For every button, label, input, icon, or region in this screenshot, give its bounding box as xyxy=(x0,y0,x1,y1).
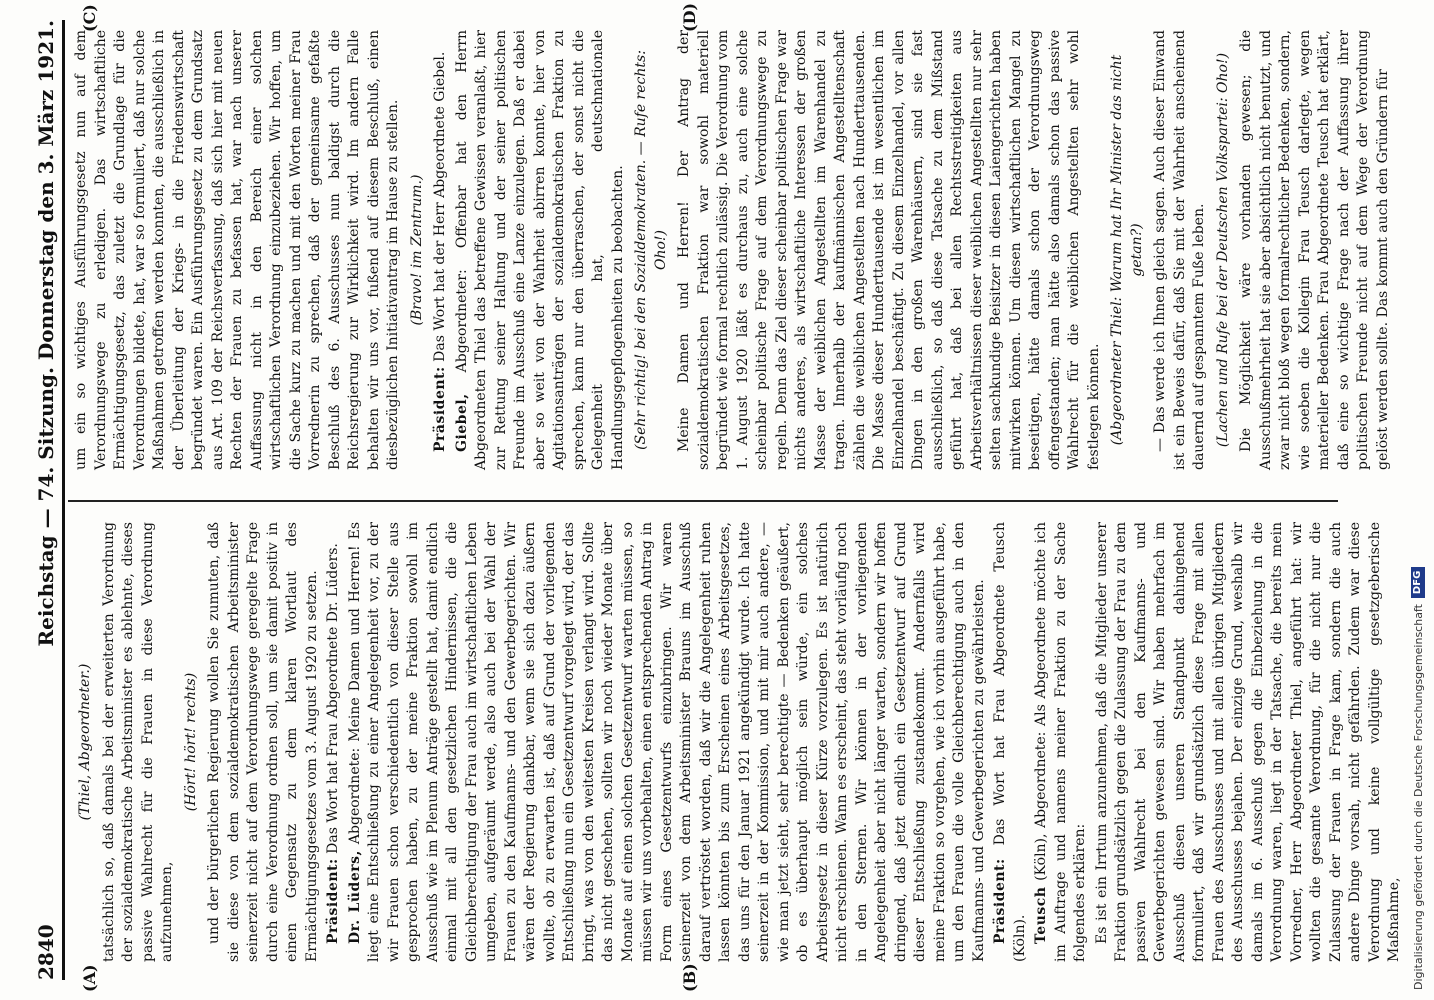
left-column xyxy=(72,522,1402,962)
paragraph-text: (Hört! hört! rechts) xyxy=(182,672,199,812)
paragraph-text: um ein so wichtiges Ausführungsgesetz nun auf dem Verordnungswege zu erledigen. Das wirtschaftliche Ermächtigungsgesetz, das zuletzt die Grundlage für die Verordnungen bildete, hat, war so formuliert, daß nur solche Maßnahmen getroffen werden konnten, die ausschließlich in der Überleitung der Kriegs- in die Friedenswirtschaft begründet waren. Ein Ausführungsgesetz zu dem Grundsatz aus Art. 109 der Reichsverfassung, daß sich hier mit neuen Rechten der Frauen zu befassen hat, war nach unserer Auffassung nicht in den Bereich einer solchen wirtschaftlichen Verordnung einzubeziehen. Wir hoffen, um die Sache kurz zu machen und mit den Worten meiner Frau Vorrednerin zu sprechen, daß der gemeinsame gefaßte Beschluß des 6. Ausschusses nun baldigst durch die Reichsregierung zur Wirklichkeit wird. Im andern Falle behalten wir uns vor, fußend auf diesem Beschluß, einen diesbezüglichen Initiativantrag im Hause zu stellen. xyxy=(73,30,401,470)
page-title: Reichstag — 74. Sitzung. Donnerstag den 3. März 1921. xyxy=(34,20,58,647)
paragraph-text: Das Wort hat Frau Abgeordnete Dr. Lüders. xyxy=(325,543,341,854)
margin-mark-c: (C) xyxy=(80,4,99,32)
margin-mark-d: (D) xyxy=(680,2,699,32)
paragraph xyxy=(632,30,671,470)
margin-mark-a: (A) xyxy=(80,964,99,992)
speaker-name: Dr. Lüders, xyxy=(346,850,363,944)
column-divider xyxy=(68,500,1338,502)
digitization-footer xyxy=(1406,0,1430,1000)
paragraph-text: Meine Damen und Herren! Der Antrag der sozialdemokratischen Fraktion war sowohl materiell begründet wie formal rechtlich zulässig. Die Verordnung vom 1. August 1920 läßt es durchaus zu, auch eine solche scheinbar politische Frage auf dem Verordnungswege zu regeln. Denn das Ziel dieser scheinbar politischen Frage war nichts anderes, als wirtschaftliche Interessen der großen Masse der weiblichen Angestellten im Warenhandel zu tragen. Innerhalb der kaufmännischen Angestelltenschaft zählen die weiblichen Angestellten nach Hunderttausenden. Die Masse dieser Hunderttausende ist im wesentlichen im Einzelhandel beschäftigt. Zu diesem Einzelhandel, vor allen Dingen in den großen Warenhäusern, sind sie fast ausschließlich, so daß diese Tatsache zu dem Mißstand geführt hat, daß bei allen Rechtsstreitigkeiten aus Arbeitsverhältnissen dieser weiblichen Angestellten nur sehr selten sachkundige Beisitzer in diesen Laiengerichten haben mitwirken können. Um diesen wirtschaftlichen Mangel zu beseitigen, hätte damals schon der Verordnungsweg offengestanden; man hätte also damals schon das passive Wahlrecht für die weiblichen Angestellten sehr wohl festlegen können. xyxy=(676,30,1102,470)
paragraph xyxy=(346,522,990,962)
paragraph-text: Abgeordneter: Offenbar hat den Herrn Abgeordneten Thiel das betreffene Gewissen veranlaßt, hier zur Rettung seiner Haltung und der seiner politischen Freunde im Ausschuß eine Lanze einzulegen. Daß er dabei aber so weit von der Wahrheit abirren konnte, hier von Agitationsanträgen der sozialdemokratischen Fraktion zu sprechen, kann nur den überraschen, der sonst nicht die Gelegenheit hat, deutschnationale Handlungsgepflogenheiten zu beobachten. xyxy=(453,29,626,470)
speaker-name: Präsident: xyxy=(992,858,1008,944)
paragraph-text: Das Wort hat der Herr Abgeordnete Giebel. xyxy=(432,51,448,362)
speaker-name: Teusch xyxy=(1033,886,1049,944)
speaker-name: Präsident: xyxy=(325,858,341,944)
paragraph xyxy=(205,522,322,962)
paragraph xyxy=(324,522,344,962)
footer-text: Digitalisierung gefördert durch die Deutsche Forschungsgemeinschaft xyxy=(1411,604,1425,990)
header-rule xyxy=(62,20,65,980)
paragraph xyxy=(431,30,451,470)
paragraph xyxy=(1151,30,1210,470)
paragraph-text: Abgeordnete: Meine Damen und Herren! Es liegt eine Entschließung zu einer Angelegenheit vor, zu der wir Frauen schon verschiedentlich von dieser Stelle aus gesprochen haben, zu der meine Fraktion sowohl im Ausschuß wie im Plenum Anträge gestellt hat, damit endlich einmal mit all den gesetzlichen Hindernissen, die die Gleichberechtigung der Frau auch im wirtschaftlichen Leben umgeben, aufgeräumt werde, also auch bei der Wahl der Frauen zu den Kaufmanns- und den Gewerbegerichten. Wir wären der Regierung dankbar, wenn sie sich dazu äußern wollte, ob zu erwarten ist, daß auf Grund der vorliegenden Entschließung nun ein Gesetzentwurf vorgelegt wird, der das bringt, was von den weitesten Kreisen verlangt wird. Sollte das nicht geschehen, sollten wir noch wieder Monate über Monate auf einen solchen Gesetzentwurf warten müssen, so müssen wir uns vorbehalten, einen entsprechenden Antrag in Form eines Gesetzentwurfs einzubringen. Wir waren seinerzeit von dem Arbeitsminister Brauns im Ausschuß darauf vertröstet worden, daß wir die Angelegenheit ruhen lassen könnten bis zum Erscheinen eines Arbeitsgesetzes, das uns für den Januar 1921 angekündigt wurde. Ich hatte seinerzeit in der Kommission, und mit mir auch andere, — wie man jetzt sieht, sehr berechtigte — Bedenken geäußert, ob es überhaupt möglich sein würde, ein solches Arbeitsgesetz in dieser Kürze vorzulegen. Es ist natürlich nicht erschienen. Wann es erscheint, das steht vorläufig noch in den Sternen. Wir können in der vorliegenden Angelegenheit aber nicht länger warten, sondern wir hoffen dringend, daß jetzt endlich ein Gesetzentwurf auf Grund dieser Entschließung zustandekommt. Andernfalls wird meine Fraktion so vorgehen, wie ich vorhin ausgeführt habe, um den Frauen die volle Gleichberechtigung auch in den Kaufmanns- und Gewerbegerichten zu gewährleisten. xyxy=(346,522,987,962)
paragraph-text: (Lachen und Rufe bei der Deutschen Volkspartei: Oho!) xyxy=(1214,52,1231,448)
paragraph xyxy=(72,30,404,470)
speaker-name: Giebel, xyxy=(453,393,470,452)
paragraph xyxy=(100,522,178,962)
paragraph xyxy=(408,30,428,470)
paragraph xyxy=(991,522,1030,962)
paragraph xyxy=(1093,522,1405,962)
page-number: 2840 xyxy=(34,924,58,980)
paragraph xyxy=(1214,30,1234,470)
paragraph-text: (Sehr richtig! bei den Sozialdemokraten. — Rufe rechts: Oho!) xyxy=(633,50,669,450)
paragraph xyxy=(182,522,202,962)
paragraph-text: (Abgeordneter Thiel: Warum hat Ihr Minister das nicht getan?) xyxy=(1109,54,1145,446)
paragraph-text: und der bürgerlichen Regierung wollen Sie zumuten, daß sie diese von dem sozialdemokratischen Arbeitsminister seinerzeit nicht auf dem Verordnungswege geregelte Frage durch eine Verordnung ordnen soll, um sie damit positiv in einen Gegensatz zu dem klaren Wortlaut des Ermächtigungsgesetzes vom 3. August 1920 zu setzen. xyxy=(206,522,320,962)
dfg-logo: DFG xyxy=(1411,567,1425,598)
paragraph xyxy=(1032,522,1091,962)
paragraph xyxy=(1237,30,1393,470)
paragraph-text: (Köln), Abgeordnete: Als Abgeordnete möchte ich im Auftrage und namens meiner Fraktion zu der Sache folgendes erklären: xyxy=(1033,522,1088,962)
margin-mark-b: (B) xyxy=(680,963,699,992)
paragraph-text: tatsächlich so, daß damals bei der erweiterten Verordnung der sozialdemokratische Arbeitsminister es ablehnte, dieses passive Wahlrecht für die Frauen in diese Verordnung aufzunehmen, xyxy=(100,522,175,962)
page-header xyxy=(18,20,58,980)
paragraph-text: — Das werde ich Ihnen gleich sagen. Auch dieser Einwand ist ein Beweis dafür, daß Sie mit der Wahrheit anscheinend dauernd auf gespanntem Fuße leben. xyxy=(1152,30,1207,470)
paragraph xyxy=(675,30,1104,470)
paragraph xyxy=(1108,30,1147,470)
paragraph-text: Das Wort hat Frau Abgeordnete Teusch (Köln). xyxy=(992,522,1028,962)
paragraph-text: (Thiel, Abgeordneter.) xyxy=(77,663,93,821)
paragraph xyxy=(453,30,629,470)
paragraph-text: (Bravo! im Zentrum.) xyxy=(408,174,425,326)
right-column xyxy=(72,29,1391,470)
paragraph-text: Es ist ein Irrtum anzunehmen, daß die Mitglieder unserer Fraktion grundsätzlich gegen die Zulassung der Frau zu dem passiven Wahlrecht bei den Kaufmanns- und Gewerbegerichten gewesen sind. Wir haben mehrfach im Ausschuß diesen unseren Standpunkt dahingehend formuliert, daß wir grundsätzlich diese Frage mit allen Frauen des Ausschusses und mit allen übrigen Mitgliedern des Ausschusses bejahen. Der einzige Grund, weshalb wir damals im 6. Ausschuß gegen die Einbeziehung in die Verordnung waren, liegt in der Tatsache, die bereits mein Vorredner, Herr Abgeordneter Thiel, angeführt hat: wir wollten die gesamte Verordnung, für die nicht nur die Zulassung der Frauen in Frage kam, sondern die auch andere Dinge vorsah, nicht gefährden. Zudem war diese Verordnung und keine vollgültige gesetzgeberische Maßnahme, xyxy=(1093,522,1402,962)
paragraph-text: Die Möglichkeit wäre vorhanden gewesen; die Ausschußmehrheit hat sie aber absichtlich nicht benutzt, und zwar nicht bloß wegen formalrechtlicher Bedenken, sondern, wie soeben die Kollegin Frau Teusch darlegte, wegen materieller Bedenken. Frau Abgeordnete Teusch hat erklärt, daß eine so wichtige Frage nach der Auffassung ihrer politischen Freunde nicht auf dem Wege der Verordnung gelöst werden sollte. Das kommt auch den Gründern für xyxy=(1238,30,1391,470)
paragraph xyxy=(76,522,96,962)
speaker-name: Präsident: xyxy=(432,366,448,452)
